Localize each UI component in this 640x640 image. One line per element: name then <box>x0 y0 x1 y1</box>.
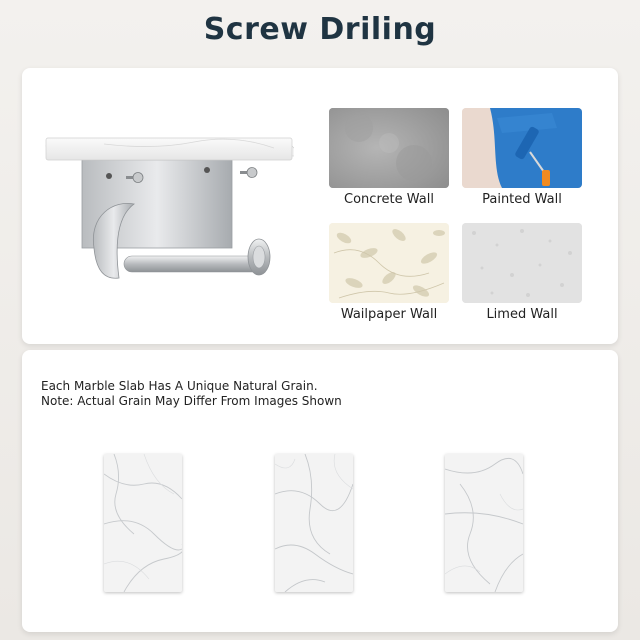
wallpaper-wall-image <box>329 223 449 303</box>
note-line-1: Each Marble Slab Has A Unique Natural Grain. <box>41 379 318 393</box>
marble-slab-2-image <box>275 454 353 592</box>
page-title: Screw Driling <box>203 12 437 47</box>
limed-wall-image <box>462 223 582 303</box>
installation-card <box>22 68 618 344</box>
concrete-wall-label: Concrete Wall <box>344 192 434 207</box>
concrete-wall-image <box>329 108 449 188</box>
marble-card <box>22 350 618 632</box>
limed-wall-label: Limed Wall <box>486 307 558 322</box>
painted-wall-label: Painted Wall <box>482 192 562 207</box>
note-line-2: Note: Actual Grain May Differ From Images Shown <box>41 394 342 408</box>
toilet-paper-holder-image <box>44 130 294 300</box>
wallpaper-wall-label: Wailpaper Wall <box>340 307 438 322</box>
marble-slab-3-image <box>445 454 523 592</box>
painted-wall-image <box>462 108 582 188</box>
marble-note <box>41 379 342 409</box>
marble-slab-1-image <box>104 454 182 592</box>
